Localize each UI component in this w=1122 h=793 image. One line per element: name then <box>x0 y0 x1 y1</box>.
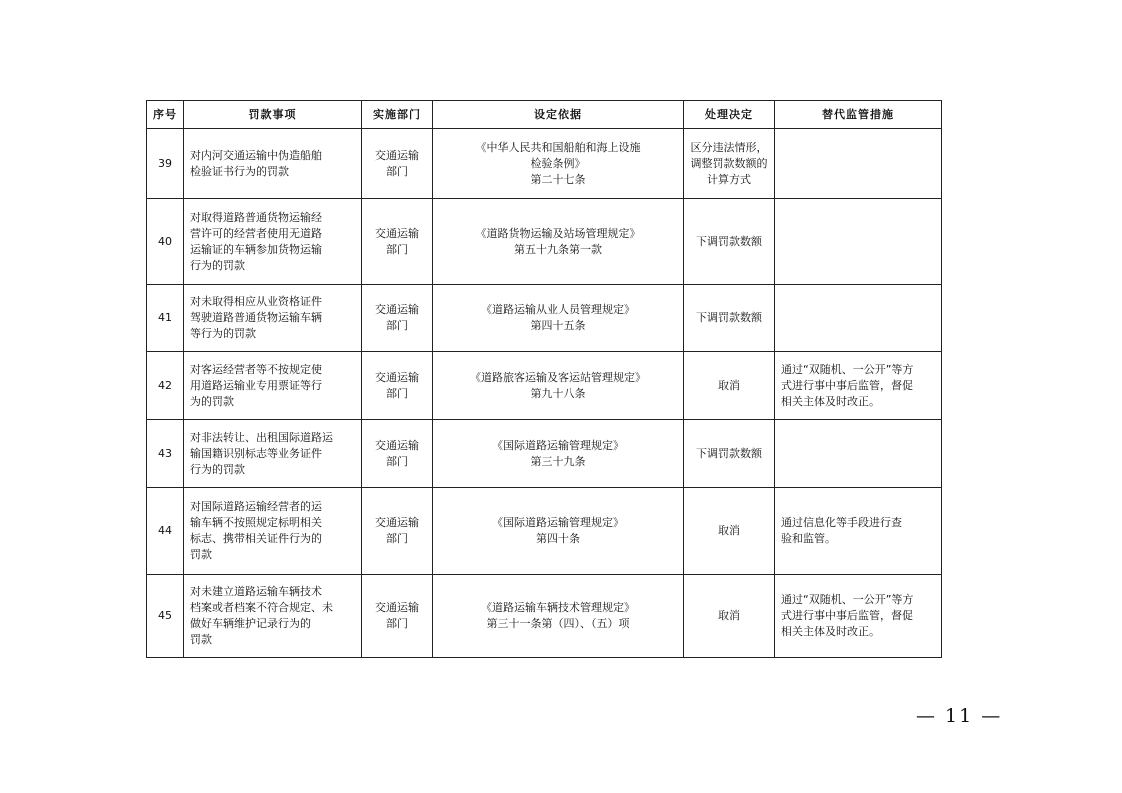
cell-text-line: 对未取得相应从业资格证件 <box>190 295 322 308</box>
cell-text-line: 部门 <box>386 386 408 400</box>
table-row <box>147 129 942 199</box>
cell-text-line: 第四十条 <box>536 532 580 545</box>
cell-text-line: 罚款 <box>190 548 212 561</box>
cell-text-line: 验和监管。 <box>781 532 836 545</box>
cell-alternative-measures <box>775 129 942 199</box>
cell-text-line: 检验证书行为的罚款 <box>190 164 289 178</box>
cell-text-line: 第三十一条第（四）、（五）项 <box>486 617 630 630</box>
cell-text-line: 输车辆不按照规定标明相关 <box>190 516 322 529</box>
cell-serial-no: 40 <box>147 199 184 285</box>
cell-decision <box>684 129 775 199</box>
cell-text-line: 相关主体及时改正。 <box>781 625 880 638</box>
cell-legal-basis <box>433 129 684 199</box>
cell-text-line: 用道路运输业专用票证等行 <box>190 378 322 392</box>
cell-text-line: 行为的罚款 <box>190 258 245 272</box>
cell-text-line: 式进行事中事后监管，督促 <box>781 378 913 392</box>
cell-penalty-item <box>184 575 362 658</box>
cell-decision <box>684 420 775 488</box>
cell-legal-basis <box>433 285 684 352</box>
cell-decision <box>684 488 775 575</box>
cell-text-line: 下调罚款数额 <box>696 446 762 460</box>
cell-text-line: 交通运输 <box>375 226 419 240</box>
cell-alternative-measures <box>775 285 942 352</box>
cell-text-line: 部门 <box>386 617 408 630</box>
cell-text-line: 驾驶道路普通货物运输车辆 <box>190 311 322 324</box>
cell-decision <box>684 199 775 285</box>
header-penalty-item: 罚款事项 <box>184 101 362 129</box>
cell-text-line: 区分违法情形， <box>690 140 768 154</box>
cell-text-line: 部门 <box>386 532 408 545</box>
cell-text-line: 部门 <box>386 164 408 178</box>
table-header-row <box>147 101 942 129</box>
cell-alternative-measures <box>775 420 942 488</box>
cell-serial-no: 42 <box>147 352 184 420</box>
cell-text-line: 输国籍识别标志等业务证件 <box>190 446 322 460</box>
cell-text-line: 计算方式 <box>707 172 751 186</box>
cell-text-line: 档案或者档案不符合规定、未 <box>190 601 333 614</box>
cell-implementing-dept <box>362 488 433 575</box>
cell-implementing-dept <box>362 129 433 199</box>
cell-text-line: 对客运经营者等不按规定使 <box>190 362 322 376</box>
cell-penalty-item <box>184 285 362 352</box>
cell-serial-no: 44 <box>147 488 184 575</box>
cell-text-line: 对国际道路运输经营者的运 <box>190 500 322 513</box>
cell-text-line: 取消 <box>718 378 740 392</box>
cell-decision <box>684 285 775 352</box>
cell-serial-no: 43 <box>147 420 184 488</box>
cell-penalty-item <box>184 420 362 488</box>
cell-text-line: 罚款 <box>190 633 212 646</box>
cell-text-line: 检验条例》 <box>530 156 586 170</box>
penalty-table <box>146 100 942 658</box>
cell-text-line: 部门 <box>386 319 408 332</box>
cell-serial-no: 45 <box>147 575 184 658</box>
cell-text-line: 标志、携带相关证件行为的 <box>190 532 322 545</box>
cell-text-line: 对内河交通运输中伪造船舶 <box>190 148 322 162</box>
cell-text-line: 《中华人民共和国船舶和海上设施 <box>475 140 641 154</box>
table-row <box>147 420 942 488</box>
cell-text-line: 交通运输 <box>375 303 419 316</box>
cell-text-line: 为的罚款 <box>190 394 234 408</box>
cell-penalty-item <box>184 352 362 420</box>
cell-text-line: 第三十九条 <box>530 454 586 468</box>
cell-text-line: 调整罚款数额的 <box>690 156 768 170</box>
header-decision: 处理决定 <box>684 101 775 129</box>
cell-text-line: 通过“双随机、一公开”等方 <box>781 362 914 376</box>
cell-text-line: 式进行事中事后监管，督促 <box>781 609 913 622</box>
cell-text-line: 通过信息化等手段进行查 <box>781 516 902 529</box>
cell-text-line: 第五十九条第一款 <box>514 242 602 256</box>
cell-text-line: 第四十五条 <box>530 319 586 332</box>
cell-alternative-measures <box>775 488 942 575</box>
cell-text-line: 交通运输 <box>375 438 419 452</box>
cell-decision <box>684 575 775 658</box>
cell-alternative-measures <box>775 352 942 420</box>
cell-implementing-dept <box>362 199 433 285</box>
cell-penalty-item <box>184 488 362 575</box>
cell-text-line: 对非法转让、出租国际道路运 <box>190 430 333 444</box>
cell-implementing-dept <box>362 420 433 488</box>
cell-text-line: 交通运输 <box>375 370 419 384</box>
cell-legal-basis <box>433 420 684 488</box>
cell-penalty-item <box>184 199 362 285</box>
cell-serial-no: 41 <box>147 285 184 352</box>
cell-legal-basis <box>433 352 684 420</box>
header-implementing-dept: 实施部门 <box>362 101 433 129</box>
cell-serial-no: 39 <box>147 129 184 199</box>
page-number: — 11 — <box>916 705 1003 727</box>
cell-text-line: 《道路运输从业人员管理规定》 <box>481 303 635 316</box>
table-row <box>147 352 942 420</box>
header-serial-no: 序号 <box>147 101 184 129</box>
cell-implementing-dept <box>362 575 433 658</box>
table-row <box>147 488 942 575</box>
cell-text-line: 下调罚款数额 <box>696 311 762 324</box>
cell-text-line: 第二十七条 <box>530 172 586 186</box>
cell-legal-basis <box>433 199 684 285</box>
cell-text-line: 行为的罚款 <box>190 462 245 476</box>
cell-text-line: 部门 <box>386 454 408 468</box>
header-alternative-measures: 替代监管措施 <box>775 101 942 129</box>
cell-text-line: 《道路货物运输及站场管理规定》 <box>475 226 641 240</box>
cell-text-line: 对未建立道路运输车辆技术 <box>190 585 322 598</box>
cell-implementing-dept <box>362 352 433 420</box>
cell-text-line: 相关主体及时改正。 <box>781 394 880 408</box>
cell-text-line: 交通运输 <box>375 148 419 162</box>
cell-legal-basis <box>433 488 684 575</box>
table-row <box>147 199 942 285</box>
cell-alternative-measures <box>775 575 942 658</box>
cell-legal-basis <box>433 575 684 658</box>
cell-text-line: 《道路旅客运输及客运站管理规定》 <box>470 370 646 384</box>
table-row <box>147 575 942 658</box>
cell-text-line: 做好车辆维护记录行为的 <box>190 617 311 630</box>
cell-text-line: 对取得道路普通货物运输经 <box>190 210 322 224</box>
cell-text-line: 《国际道路运输管理规定》 <box>492 438 624 452</box>
cell-text-line: 运输证的车辆参加货物运输 <box>190 242 322 256</box>
cell-implementing-dept <box>362 285 433 352</box>
cell-text-line: 取消 <box>718 524 740 537</box>
cell-decision <box>684 352 775 420</box>
cell-text-line: 《道路运输车辆技术管理规定》 <box>481 601 635 614</box>
cell-text-line: 交通运输 <box>375 601 419 614</box>
cell-text-line: 《国际道路运输管理规定》 <box>492 516 624 529</box>
cell-text-line: 交通运输 <box>375 516 419 529</box>
cell-text-line: 取消 <box>718 609 740 622</box>
cell-text-line: 部门 <box>386 242 408 256</box>
header-legal-basis: 设定依据 <box>433 101 684 129</box>
cell-text-line: 营许可的经营者使用无道路 <box>190 226 322 240</box>
cell-text-line: 下调罚款数额 <box>696 234 762 248</box>
table-row <box>147 285 942 352</box>
cell-text-line: 第九十八条 <box>530 386 586 400</box>
cell-text-line: 通过“双随机、一公开”等方 <box>781 593 914 606</box>
cell-alternative-measures <box>775 199 942 285</box>
cell-penalty-item <box>184 129 362 199</box>
cell-text-line: 等行为的罚款 <box>190 327 256 340</box>
